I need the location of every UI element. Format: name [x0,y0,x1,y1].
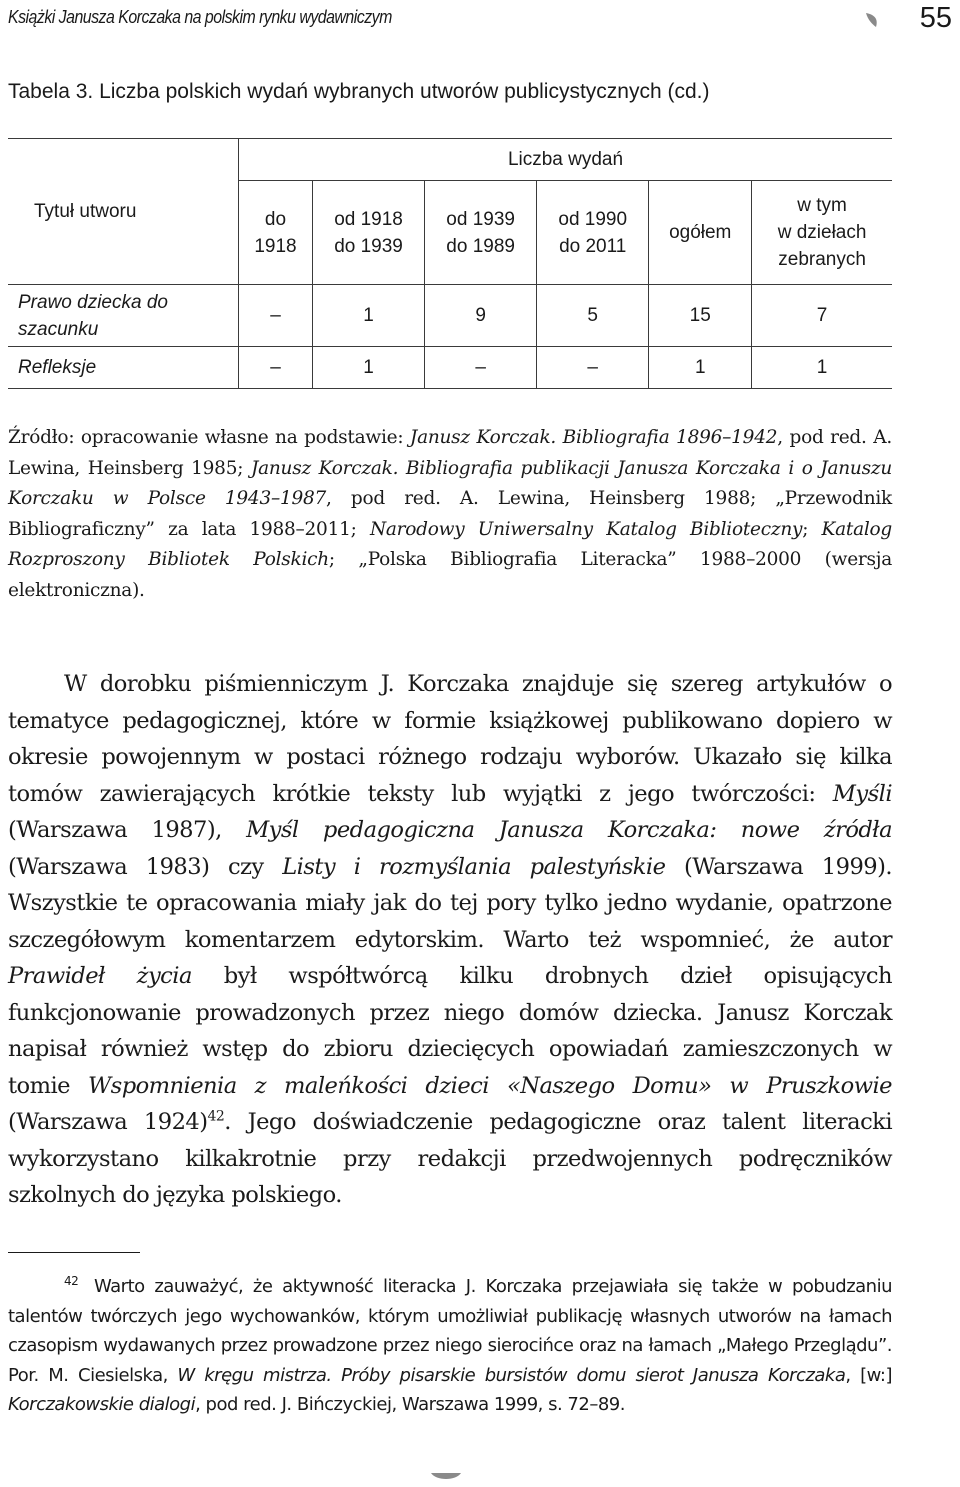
column-header: od 1918 do 1939 [312,181,424,285]
page-header [8,2,952,36]
column-header: ogółem [649,181,752,285]
source-note: Źródło: opracowanie własne na podstawie: Janusz Korczak. Bibliografia 1896–1942, pod red. A. Lewina, Heinsberg 1985; Janusz Korczak. Bibliografia publikacji Janusza Korczaka i o Januszu Korczaku w Polsce 1943–1987, pod red. A. Lewina, Heinsberg 1988; „Przewodnik Bibliograficzny” za lata 1988–2011; Narodowy Uniwersalny Katalog Biblioteczny; Katalog Rozproszony Bibliotek Polskich; „Polska Bibliografia Literacka” 1988–2000 (wersja elektroniczna). [8,427,893,601]
table-cell: 9 [425,285,537,347]
column-header: do 1918 [239,181,313,285]
table-cell: 15 [649,285,752,347]
footnote-reference: 42 [207,1108,225,1125]
table-row [8,285,892,347]
table-cell: – [537,347,649,389]
title-column-header: Tytuł utworu [8,139,239,285]
page-marker-icon [864,12,880,28]
footnote-number: 42 [64,1274,79,1288]
group-header: Liczba wydań [239,139,893,181]
row-title: Refleksje [8,347,239,389]
column-header: od 1990 do 2011 [537,181,649,285]
page-ornament-icon [430,1472,462,1484]
table-cell: 7 [752,285,892,347]
footnote-separator [8,1252,140,1253]
table-cell: 1 [752,347,892,389]
row-title: Prawo dziecka do szacunku [8,285,239,347]
table-cell: – [425,347,537,389]
publications-table [8,138,892,389]
table-caption: Tabela 3. Liczba polskich wydań wybranych utworów publicystycznych (cd.) [8,80,710,103]
table-cell: 1 [649,347,752,389]
footnote: 42 Warto zauważyć, że aktywność literacka J. Korczaka przejawiała się także w pobudzaniu talentów twórczych jego wychowanków, którym umożliwiał publikację własnych utworów na łamach czasopism wydawanych przez prowadzone przez niego sierocińce oraz na łamach „Małego Przeglądu”. Por. M. Ciesielska, W kręgu mistrza. Próby pisarskie bursistów domu sierot Janusza Korczaka, [w:] Korczakowskie dialogi, pod red. J. Bińczyckiej, Warszawa 1999, s. 72–89. [8,1267,892,1420]
body-paragraph: W dorobku piśmienniczym J. Korczaka znajduje się szereg artykułów o tematyce pedagogicznej, które w formie książkowej publikowano dopiero w okresie powojennym w postaci różnego rodzaju wyborów. Ukazało się kilka tomów zawierających krótkie teksty lub wyjątki z jego twórczości: Myśli (Warszawa 1987), Myśl pedagogiczna Janusza Korczaka: nowe źródła (Warszawa 1983) czy Listy i rozmyślania palestyńskie (Warszawa 1999). Wszystkie te opracowania miały jak do tej pory tylko jedno wydanie, opatrzone szczegółowym komentarzem edytorskim. Warto też wspomnieć, że autor Prawideł życia był współtwórcą kilku drobnych dzieł opisujących funkcjonowanie prowadzonych przez niego domów dziecka. Janusz Korczak napisał również wstęp do zbioru dziecięcych opowiadań zamieszczonych w tomie Wspomnienia z maleńkości dzieci «Naszego Domu» w Pruszkowie (Warszawa 1924)$^{42}$. Jego doświadczenie pedagogiczne oraz talent literacki wykorzystano kilkakrotnie przy redakcji przedwojennych podręczników szkolnych do języka polskiego. [8,671,893,1208]
column-header: w tym w dziełach zebranych [752,181,892,285]
table-cell: 5 [537,285,649,347]
table-header-row [8,139,892,181]
table-cell: – [239,347,313,389]
column-header: od 1939 do 1989 [425,181,537,285]
table-row [8,347,892,389]
page-number: 55 [919,2,952,34]
table-cell: – [239,285,313,347]
running-title: Książki Janusza Korczaka na polskim rynku wydawniczym [8,6,392,27]
table-cell: 1 [312,285,424,347]
table-cell: 1 [312,347,424,389]
